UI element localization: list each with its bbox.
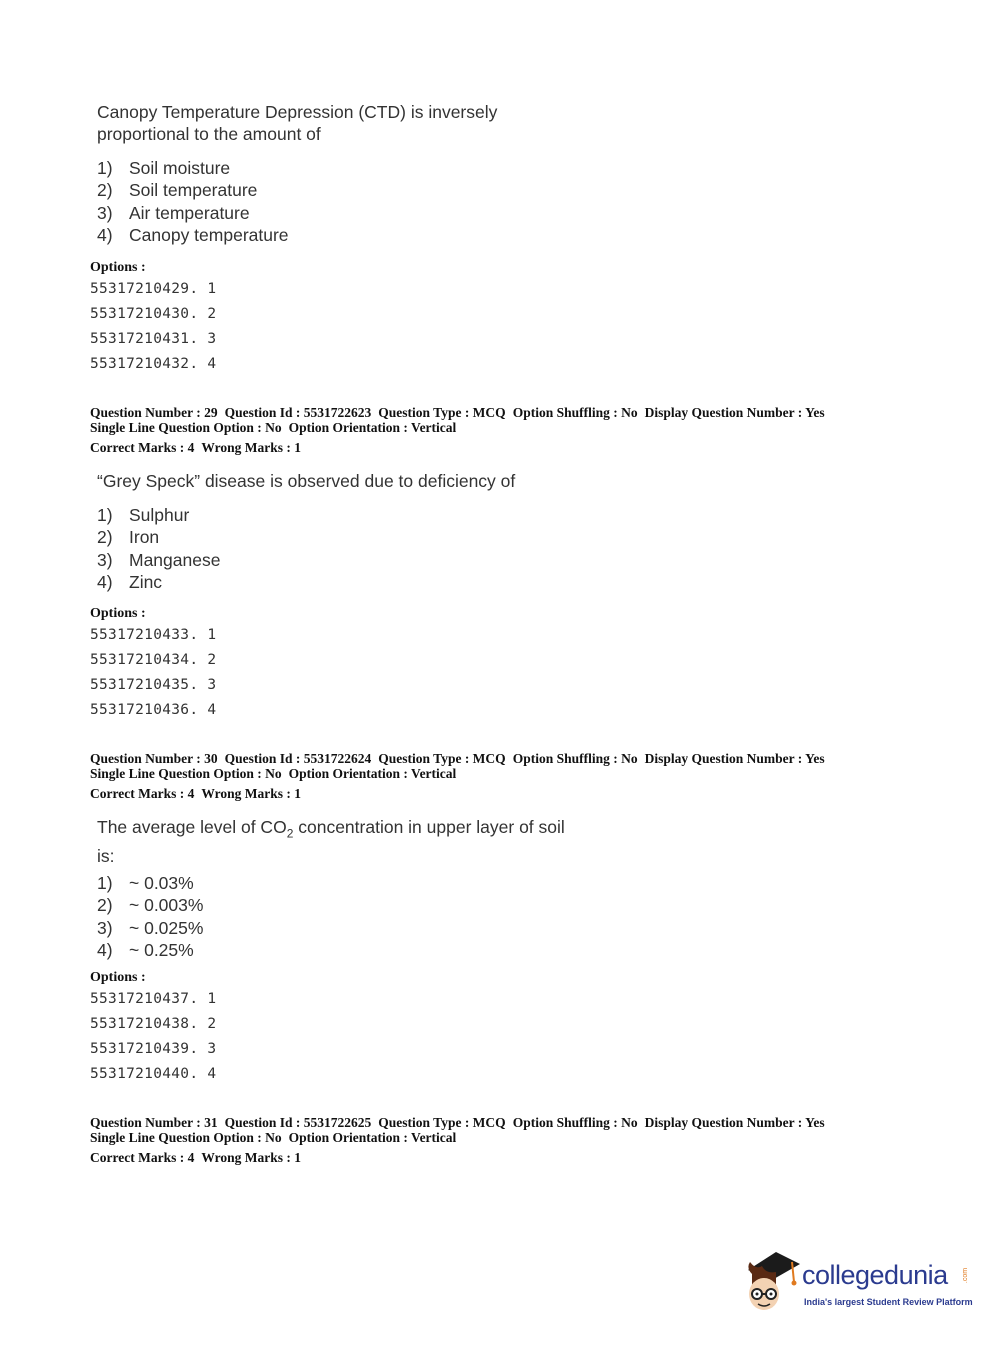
q30-choices [97,872,203,961]
q31-meta: Question Number : 31 Question Id : 5531722625 Question Type : MCQ Option Shuffling : No Display Question Number : Yes Single Line Question Option : No Option Orientation : Vertical Correct Marks : 4 Wrong Marks : 1 [90,1115,825,1165]
q29-options [90,623,216,723]
choice: 1) ~ 0.03% [97,873,194,893]
q30-question-text: The average level of $CO_2$ concentration in upper layer of soil is: [97,817,565,866]
q29-options-label: Options : [90,606,146,621]
option-id: 55317210429. 1 [90,281,217,297]
option-id: 55317210437. 1 [90,991,217,1007]
option-id: 55317210430. 2 [90,306,217,322]
choice: 4) Canopy temperature [97,224,289,245]
mascot-icon [742,1248,802,1318]
q30-options-label: Options : [90,970,146,985]
option-id: 55317210435. 3 [90,677,217,693]
choice: 3) ~ 0.025% [97,917,204,938]
choice: 2) ~ 0.003% [97,895,204,916]
option-id: 55317210439. 3 [90,1041,217,1057]
q28-options [90,277,216,377]
choice: 1) Sulphur [97,505,190,525]
option-id: 55317210431. 3 [90,331,217,347]
choice: 2) Soil temperature [97,180,258,201]
q30-meta: Question Number : 30 Question Id : 5531722624 Question Type : MCQ Option Shuffling : No Display Question Number : Yes Single Line Question Option : No Option Orientation : Vertical Correct Marks : 4 Wrong Marks : 1 [90,751,825,801]
q28-question-text: Canopy Temperature Depression (CTD) is inversely proportional to the amount of [97,102,498,144]
q29-choices [97,504,220,593]
choice: 1) Soil moisture [97,158,231,178]
logo-name: collegedunia [802,1260,948,1290]
logo-tagline: India's largest Student Review Platform [804,1297,973,1307]
option-id: 55317210438. 2 [90,1016,217,1032]
q28-choices [97,157,289,246]
choice: 3) Manganese [97,549,221,570]
choice: 4) ~ 0.25% [97,939,194,960]
q28-options-label: Options : [90,260,146,275]
option-id: 55317210440. 4 [90,1066,217,1082]
choice: 4) Zinc [97,571,163,592]
q30-options [90,987,216,1087]
option-id: 55317210433. 1 [90,627,217,643]
q29-question-text: “Grey Speck” disease is observed due to deficiency of [97,471,516,491]
logo-com: .com [962,1267,970,1284]
option-id: 55317210434. 2 [90,652,217,668]
collegedunia-logo [742,1248,972,1318]
choice: 2) Iron [97,527,160,548]
choice: 3) Air temperature [97,202,250,223]
q29-meta: Question Number : 29 Question Id : 5531722623 Question Type : MCQ Option Shuffling : No Display Question Number : Yes Single Line Question Option : No Option Orientation : Vertical Correct Marks : 4 Wrong Marks : 1 [90,405,825,455]
option-id: 55317210432. 4 [90,356,217,372]
option-id: 55317210436. 4 [90,702,217,718]
